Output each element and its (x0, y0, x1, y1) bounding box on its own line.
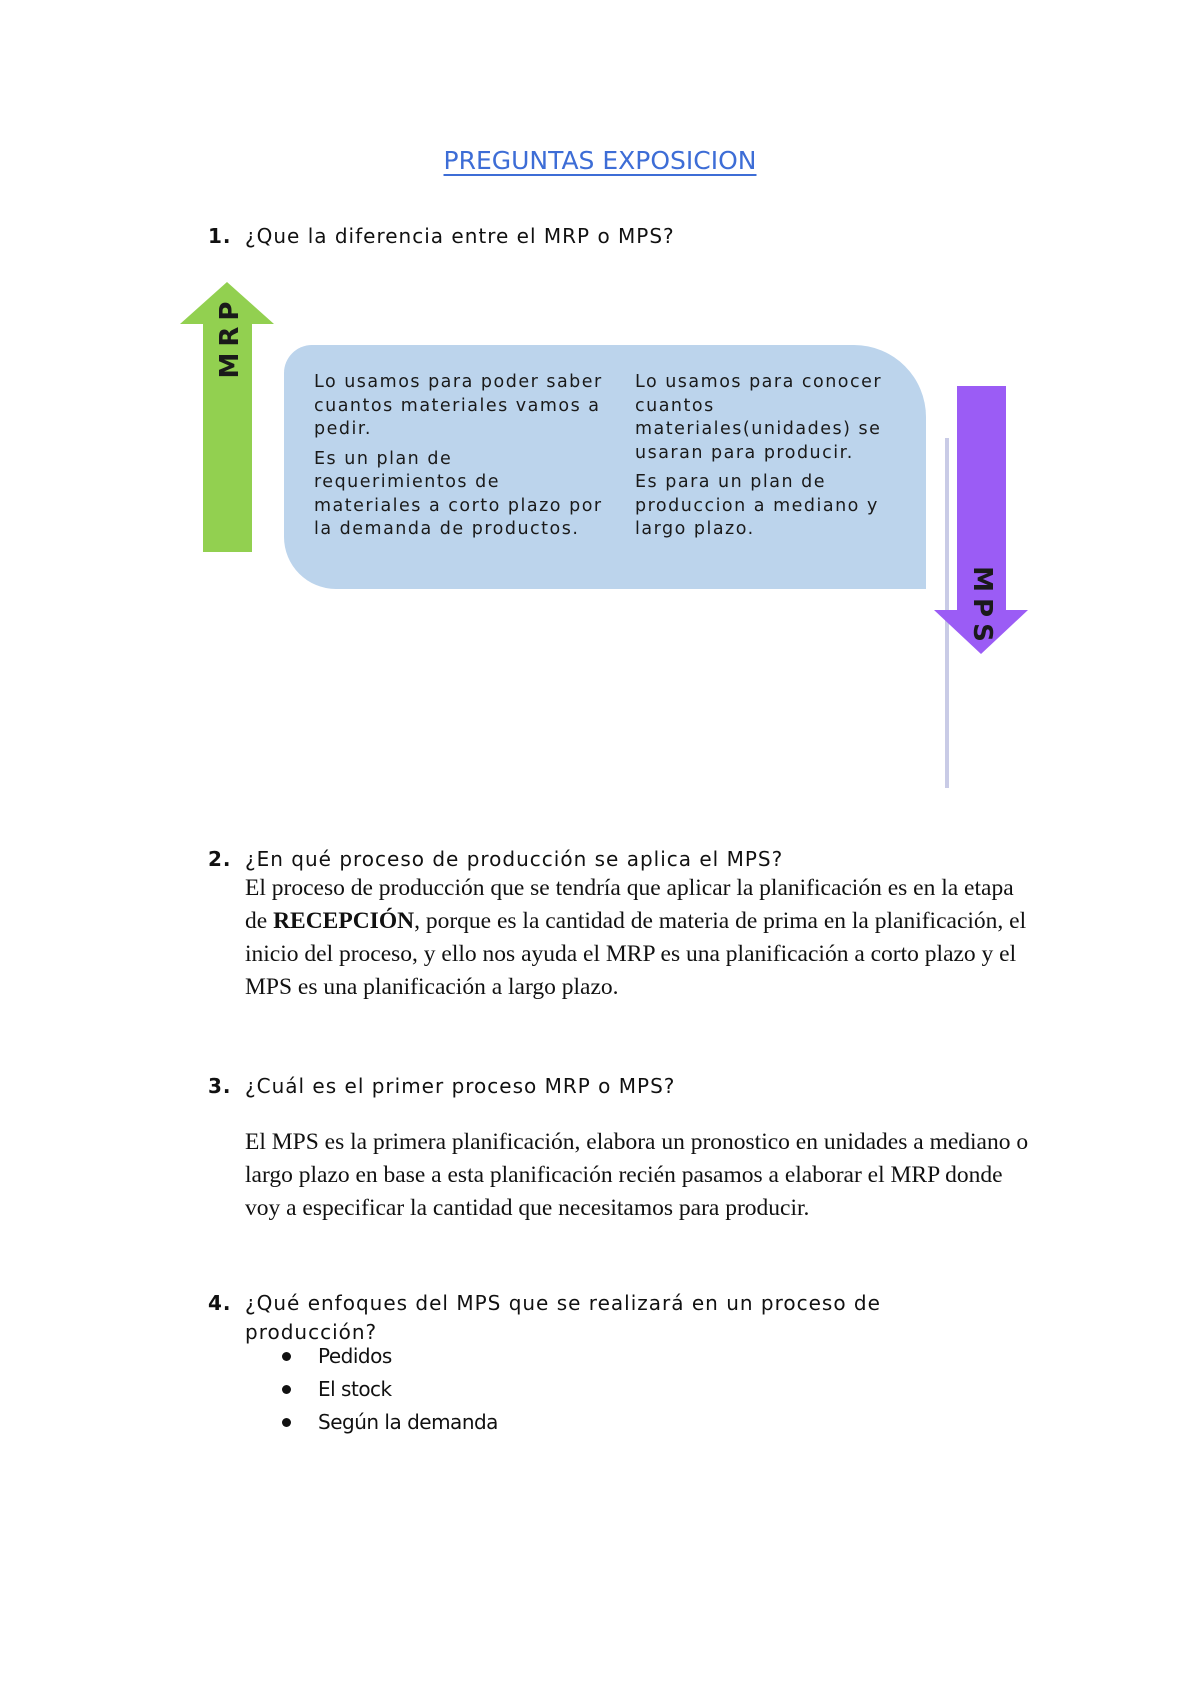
question-text: ¿Qué enfoques del MPS que se realizará en un proceso de producción? (245, 1291, 881, 1344)
mps-description-line: Lo usamos para conocer cuantos materiales(unidades) se usaran para producir. (635, 372, 883, 463)
question-text: ¿En qué proceso de producción se aplica el MPS? (245, 847, 784, 871)
list-item: El stock (282, 1373, 498, 1406)
answer-emphasis: RECEPCIÓN (273, 908, 415, 934)
mps-description-line: Es para un plan de produccion a mediano y largo plazo. (635, 472, 879, 539)
mrp-label: MRP (215, 295, 245, 379)
enfoques-list (282, 1340, 498, 1439)
mps-description (635, 371, 915, 548)
question-number: 4. (208, 1291, 232, 1315)
question-number: 1. (208, 224, 232, 248)
answer-text: El proceso de producción que se tendría que aplicar la planificación es en la etapa de (245, 875, 1014, 934)
list-item: Según la demanda (282, 1406, 498, 1439)
mrp-description-line: Es un plan de requerimientos de materiales a corto plazo por la demanda de productos. (314, 448, 603, 539)
answer-3: El MPS es la primera planificación, elabora un pronostico en unidades a mediano o largo plazo en base a esta planificación recién pasamos a elaborar el MRP donde voy a especificar la cantidad que necesitamos para producir. (245, 1129, 1029, 1221)
question-number: 3. (208, 1074, 232, 1098)
question-number: 2. (208, 847, 232, 871)
question-text: ¿Que la diferencia entre el MRP o MPS? (245, 224, 675, 248)
list-item: Pedidos (282, 1340, 498, 1373)
document-title: PREGUNTAS EXPOSICION (443, 146, 757, 175)
answer-2 (245, 872, 1035, 1004)
mrp-description (314, 371, 604, 548)
mrp-description-line: Lo usamos para poder saber cuantos materiales vamos a pedir. (314, 372, 603, 439)
mps-label: MPS (967, 566, 997, 648)
question-text: ¿Cuál es el primer proceso MRP o MPS? (245, 1074, 676, 1098)
answer-text: , porque es la cantidad de materia de prima en la planificación, el inicio del proceso, y ello nos ayuda el MRP es una planificación a corto plazo y el MPS es una planificación a largo plazo. (245, 908, 1027, 1000)
comparison-box (284, 345, 926, 589)
